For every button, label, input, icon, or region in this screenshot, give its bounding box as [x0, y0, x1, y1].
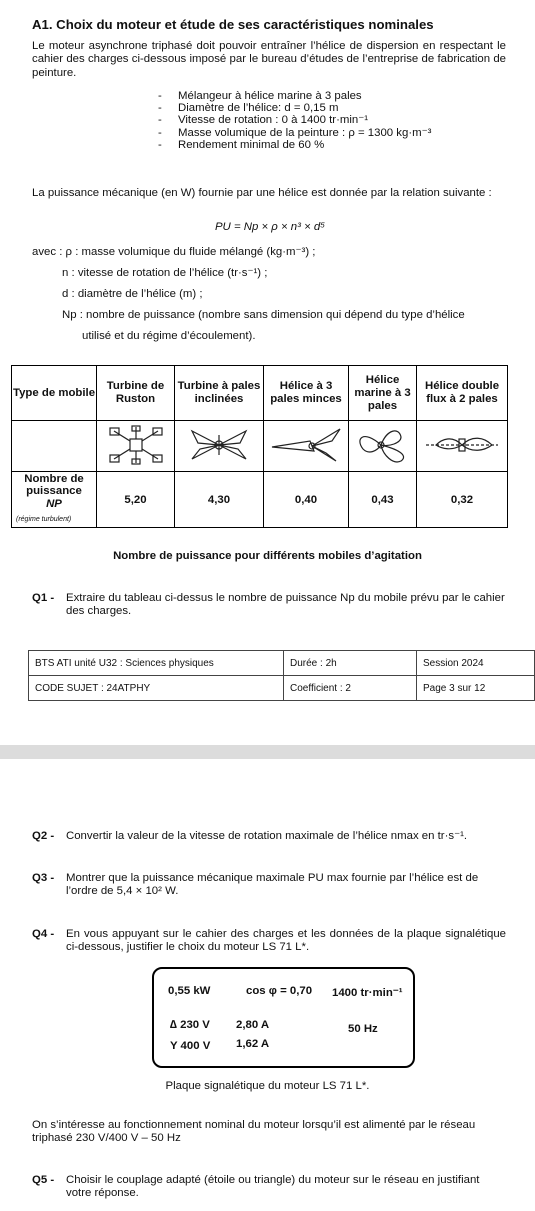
definition-d: d : diamètre de l’hélice (m) ;	[62, 288, 203, 300]
column-ruston-turbine: Turbine de Ruston	[97, 366, 175, 421]
column-thin-blade-propeller: Hélice à 3 pales minces	[264, 366, 349, 421]
np-value-ruston: 5,20	[97, 472, 175, 528]
nameplate-caption: Plaque signalétique du moteur LS 71 L*.	[165, 1080, 370, 1092]
spec-item: - Mélangeur à hélice marine à 3 pales	[158, 90, 488, 102]
column-double-flow-propeller: Hélice double flux à 2 pales	[417, 366, 508, 421]
ruston-turbine-illustration	[97, 421, 175, 472]
np-value-marine: 0,43	[349, 472, 417, 528]
nameplate-power: 0,55 kW	[168, 985, 211, 997]
footer-duration: Durée : 2h	[284, 651, 417, 676]
question-label: Q2 -	[32, 830, 55, 842]
footer-coefficient: Coefficient : 2	[284, 676, 417, 701]
power-formula: PU = Np × ρ × n³ × d⁵	[214, 221, 326, 233]
definition-np: Np : nombre de puissance (nombre sans dimension qui dépend du type d’hélice	[62, 309, 465, 321]
definition-n: n : vitesse de rotation de l’hélice (tr·s⁻¹) ;	[62, 267, 268, 279]
question-label: Q5 -	[32, 1174, 55, 1186]
nameplate-frequency: 50 Hz	[348, 1023, 378, 1035]
motor-nameplate	[152, 967, 415, 1068]
power-number-label-cell	[12, 472, 97, 528]
footer-unit: BTS ATI unité U32 : Sciences physiques	[29, 651, 284, 676]
np-value-double: 0,32	[417, 472, 508, 528]
power-number-label: Nombre de puissance	[24, 472, 84, 497]
regime-note: (régime turbulent)	[16, 516, 72, 523]
nameplate-cos-phi: cos φ = 0,70	[246, 985, 313, 997]
question-label: Q4 -	[32, 928, 55, 940]
table-caption: Nombre de puissance pour différents mobiles d’agitation	[113, 550, 422, 562]
page-footer	[28, 650, 535, 701]
question-label: Q1 -	[32, 592, 55, 604]
np-value-inclined: 4,30	[175, 472, 264, 528]
footer-page: Page 3 sur 12	[417, 676, 535, 701]
question-text: Convertir la valeur de la vitesse de rotation maximale de l’hélice nmax en tr·s⁻¹.	[66, 830, 468, 842]
spec-item: - Vitesse de rotation : 0 à 1400 tr·min⁻¹	[158, 114, 488, 126]
inclined-blade-turbine-illustration	[175, 421, 264, 472]
question-text: Montrer que la puissance mécanique maximale PU max fournie par l’hélice est de l’ordre de 5,4 × 10² W.	[66, 872, 479, 898]
question-text: En vous appuyant sur le cahier des charges et les données de la plaque signalétique ci-dessous, justifier le choix du moteur LS 71 L*.	[66, 928, 506, 954]
empty-cell	[12, 421, 97, 472]
nameplate-delta-voltage: ∆ 230 V	[170, 1019, 210, 1031]
nameplate-star-voltage: Y 400 V	[170, 1040, 211, 1052]
definition-np-continued: utilisé et du régime d’écoulement).	[82, 330, 256, 342]
header-mobile-type: Type de mobile	[12, 366, 97, 421]
column-inclined-blade-turbine: Turbine à pales inclinées	[175, 366, 264, 421]
nameplate-speed: 1400 tr·min⁻¹	[332, 987, 403, 999]
power-number-symbol: NP	[46, 497, 62, 510]
double-flow-propeller-illustration	[417, 421, 508, 472]
question-label: Q3 -	[32, 872, 55, 884]
page-separator	[0, 745, 535, 759]
spec-item: - Rendement minimal de 60 %	[158, 139, 488, 151]
spec-item: - Diamètre de l’hélice: d = 0,15 m	[158, 102, 488, 114]
spec-item: - Masse volumique de la peinture : ρ = 1300 kg·m⁻³	[158, 127, 488, 139]
intro-paragraph: Le moteur asynchrone triphasé doit pouvoir entraîner l’hélice de dispersion en respectant le cahier des charges ci-dessous imposé par le bureau d’études de l’entreprise de fabrication de peinture.	[32, 40, 506, 79]
section-title: A1. Choix du moteur et étude de ses caractéristiques nominales	[32, 17, 434, 32]
footer-code: CODE SUJET : 24ATPHY	[29, 676, 284, 701]
power-intro: La puissance mécanique (en W) fournie par une hélice est donnée par la relation suivante :	[32, 187, 492, 199]
column-marine-propeller: Hélice marine à 3 pales	[349, 366, 417, 421]
marine-propeller-illustration	[349, 421, 417, 472]
thin-blade-propeller-illustration	[264, 421, 349, 472]
power-number-table	[11, 365, 508, 528]
nameplate-delta-current: 2,80 A	[236, 1019, 270, 1031]
nameplate-star-current: 1,62 A	[236, 1038, 270, 1050]
footer-session: Session 2024	[417, 651, 535, 676]
question-text: Extraire du tableau ci-dessus le nombre de puissance Np du mobile prévu par le cahier des charges.	[66, 592, 505, 618]
np-value-thin: 0,40	[264, 472, 349, 528]
definition-rho: avec : ρ : masse volumique du fluide mélangé (kg·m⁻³) ;	[32, 246, 316, 258]
spec-list	[158, 90, 488, 151]
question-text: Choisir le couplage adapté (étoile ou triangle) du moteur sur le réseau en justifiant votre réponse.	[66, 1174, 480, 1200]
nominal-paragraph: On s’intéresse au fonctionnement nominal du moteur lorsqu’il est alimenté par le réseau triphasé 230 V/400 V – 50 Hz	[32, 1119, 476, 1145]
